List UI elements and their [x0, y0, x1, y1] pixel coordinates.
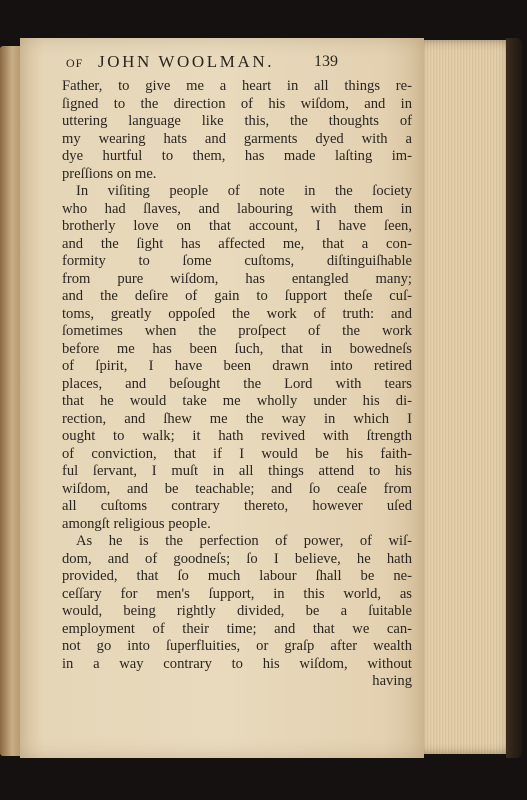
text-line: all cuſtoms contrary thereto, however uſed: [62, 498, 412, 514]
text-line: places, and beſought the Lord with tears: [62, 375, 412, 392]
text-line: formity to ſome cuſtoms, diſtinguiſhable: [62, 253, 412, 269]
text-line: of conviction, that if I would be his faith-: [62, 445, 412, 462]
text-line: not go into ſuperfluities, or graſp after wealth: [62, 638, 412, 654]
text-line: toms, greatly oppoſed the work of truth: and: [62, 305, 412, 322]
page-stack-edges: [424, 40, 516, 754]
text-line: dye hurtful to them, has made laſting im-: [62, 148, 412, 164]
paragraph-start-line: In viſiting people of note in the ſociety: [76, 183, 412, 199]
text-line: in a way contrary to his wiſdom, without: [62, 655, 412, 672]
text-line: amongſt religious people.: [62, 515, 211, 532]
text-line: my wearing hats and garments dyed with a: [62, 130, 412, 147]
text-line: who had ſlaves, and labouring with them in: [62, 200, 412, 217]
body-text: [62, 78, 412, 691]
text-line: of ſpirit, I have been drawn into retired: [62, 358, 412, 374]
catchword: having: [372, 673, 412, 689]
text-line: that he would take me wholly under his di-: [62, 393, 412, 409]
running-head-of: OF: [66, 56, 84, 70]
text-line: brotherly love on that account, I have ſeen,: [62, 218, 412, 234]
book-cover-edge: [506, 38, 522, 758]
text-line: before me has been ſuch, that in bowedneſs: [62, 340, 412, 357]
running-head-title: JOHN WOOLMAN.: [98, 52, 275, 71]
text-line: ceſſary for men's ſupport, in this world, as: [62, 585, 412, 602]
text-line: provided, that ſo much labour ſhall be ne-: [62, 568, 412, 584]
text-line: would, being rightly divided, be a ſuitable: [62, 603, 412, 619]
facing-page-edge: [0, 46, 20, 756]
text-line: ſigned to the direction of his wiſdom, and in: [62, 95, 412, 112]
text-line: dom, and of goodneſs; ſo I believe, he hath: [62, 550, 412, 567]
text-line: Father, to give me a heart in all things re-: [62, 78, 412, 94]
text-line: and the ſight has affected me, that a con-: [62, 235, 412, 252]
text-line: ful ſervant, I muſt in all things attend to his: [62, 463, 412, 479]
text-line: wiſdom, and be teachable; and ſo ceaſe from: [62, 480, 412, 497]
text-line: and the deſire of gain to ſupport theſe cuſ-: [62, 288, 412, 304]
text-line: employment of their time; and that we can-: [62, 620, 412, 637]
text-line: rection, and ſhew me the way in which I: [62, 410, 412, 427]
text-line: uttering language like this, the thoughts of: [62, 113, 412, 129]
text-line: preſſions on me.: [62, 165, 157, 182]
text-line: ought to walk; it hath revived with ſtrength: [62, 428, 412, 444]
running-head: [66, 52, 356, 76]
page-number: 139: [314, 53, 338, 70]
text-line: ſometimes when the proſpect of the work: [62, 323, 412, 339]
text-line: from pure wiſdom, has entangled many;: [62, 270, 412, 287]
paragraph-start-line: As he is the perfection of power, of wiſ-: [76, 533, 412, 549]
